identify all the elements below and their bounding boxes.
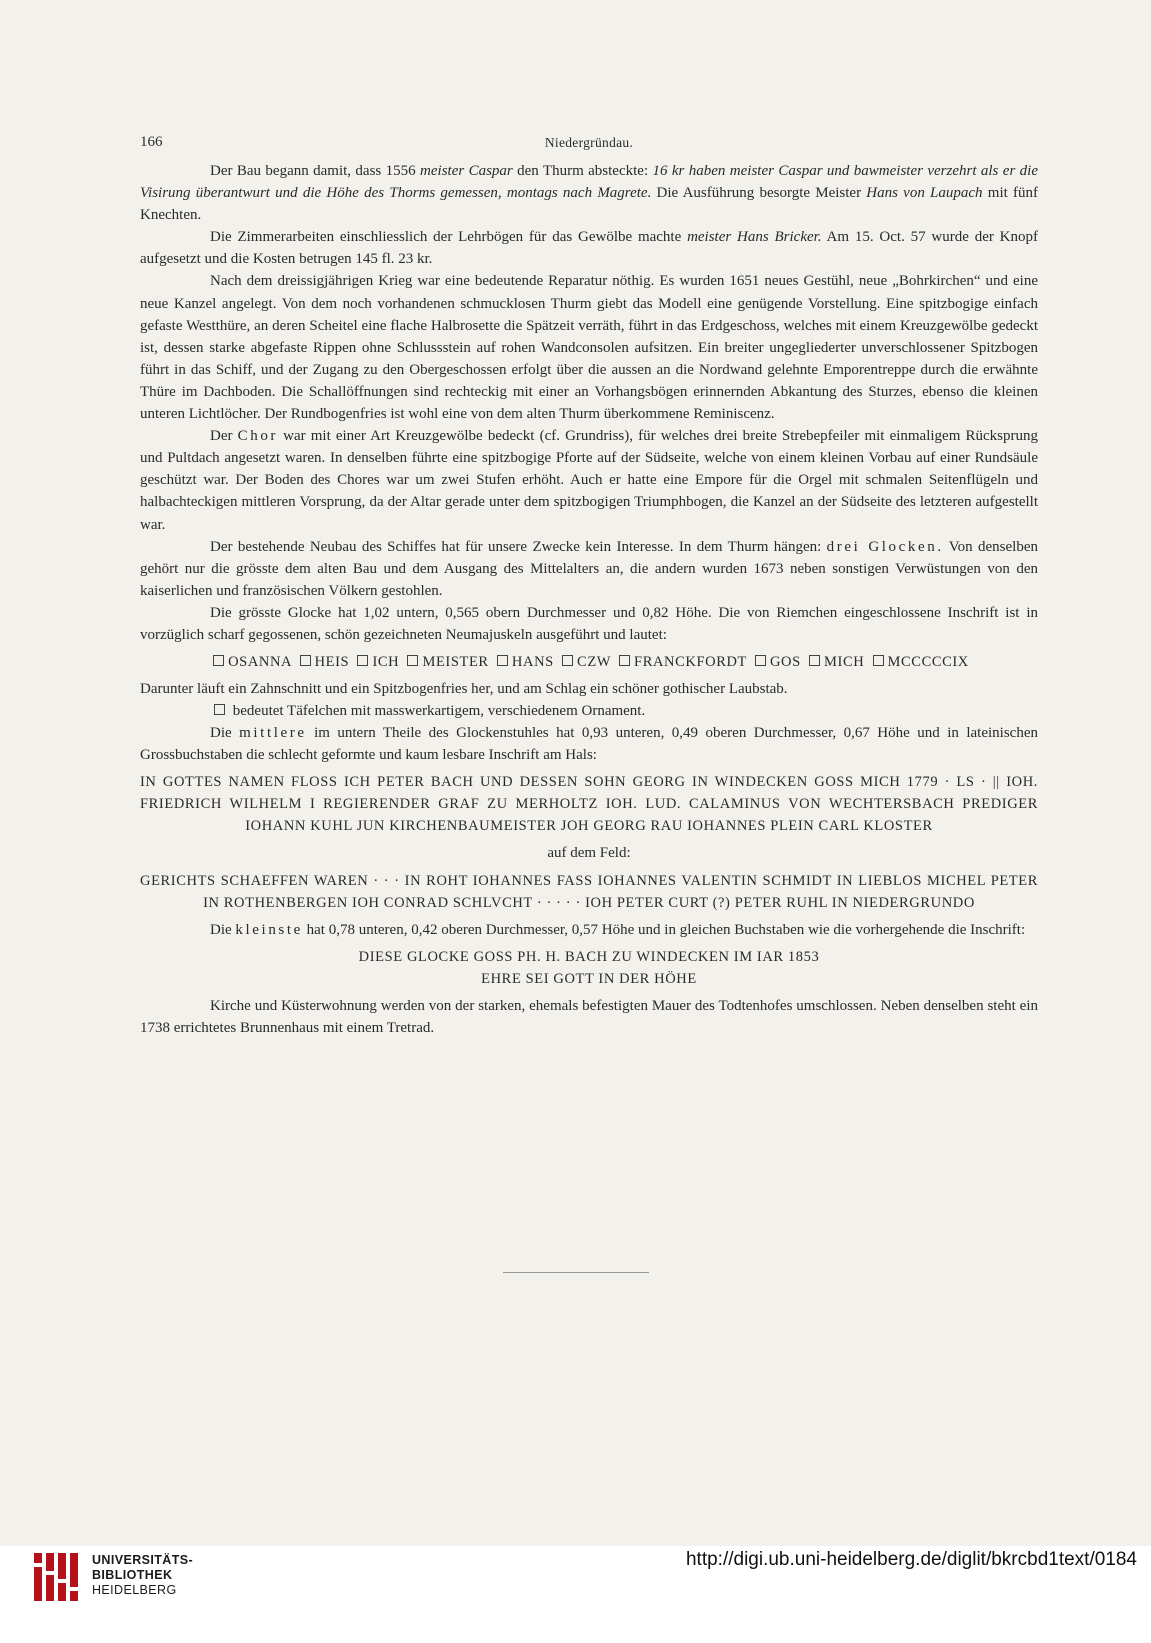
square-symbol-icon bbox=[873, 655, 884, 666]
inscription-word: MEISTER bbox=[422, 654, 489, 671]
paragraph: Die Zimmerarbeiten einschliesslich der Lehrbögen für das Gewölbe machte meister Hans Bricker. Am 15. Oct. 57 wurde der Knopf aufgesetzt und die Kosten betrugen 145 fl. 23 kr. bbox=[140, 229, 1039, 268]
logo-line: UNIVERSITÄTS- bbox=[92, 1553, 194, 1567]
inscription-field: GERICHTS SCHAEFFEN WAREN · · · IN ROHT IOHANNES FASS IOHANNES VALENTIN SCHMIDT IN LIEBLOS MICHEL PETER IN ROTHENBERGEN IOH CONRAD SCHLVCHT · · · · · IOH PETER CURT (?) PETER RUHL IN NIEDERGRUNDO bbox=[140, 872, 1038, 911]
logo-line: BIBLIOTHEK bbox=[92, 1568, 173, 1582]
square-symbol-icon bbox=[809, 655, 820, 666]
university-seal-icon bbox=[30, 1549, 82, 1605]
paragraph: Der Chor war mit einer Art Kreuzgewölbe bedeckt (cf. Grundriss), für welches drei breite Strebepfeiler mit einmaligem Rücksprung und Pultdach angesetzt waren. In denselben führte eine spitzbogige Pforte auf der Südseite, welche von einem kleinen Vorbau auf einer Rundsäule geschützt war. Der Boden des Chores war um zwei Stufen erhöht. Auch er hatte eine Empore für die Orgel mit schmalen Seitenflügeln und halbachteckigen mittleren Vorsprung, da der Altar gerade unter dem spitzbogigen Triumphbogen, die Kanzel an der Südseite des letzteren aufgestellt war. bbox=[140, 428, 1038, 533]
library-logo-text bbox=[92, 1553, 193, 1598]
inscription-word: GOS bbox=[769, 654, 801, 671]
end-rule bbox=[503, 1272, 649, 1273]
inscription-word: OSANNA bbox=[228, 654, 292, 671]
page-body bbox=[140, 160, 1038, 1039]
running-head: Niedergründau. bbox=[544, 135, 634, 150]
square-symbol-icon bbox=[407, 655, 418, 666]
square-symbol-icon bbox=[497, 655, 508, 666]
inscription-word: MCCCCCIX bbox=[887, 654, 969, 671]
paragraph: Die grösste Glocke hat 1,02 untern, 0,565 obern Durchmesser und 0,82 Höhe. Die von Riemchen eingeschlossene Inschrift ist in vorzüglich scharf gegossenen, schön gezeichneten Neumajuskeln ausgeführt und lautet: bbox=[140, 604, 1038, 643]
inscription-word: HANS bbox=[511, 654, 554, 671]
inscription-word: MICH bbox=[824, 654, 865, 671]
inscription-large-bell bbox=[140, 651, 1038, 673]
paragraph: bedeutet Täfelchen mit masswerkartigem, verschiedenem Ornament. bbox=[140, 700, 1038, 722]
inscription-line: EHRE SEI GOTT IN DER HÖHE bbox=[481, 970, 697, 987]
caption-auf-dem-feld: auf dem Feld: bbox=[547, 845, 631, 862]
inscription-line: DIESE GLOCKE GOSS PH. H. BACH ZU WINDECKEN IM IAR 1853 bbox=[358, 948, 820, 965]
square-symbol-icon bbox=[755, 655, 766, 666]
square-symbol-icon bbox=[300, 655, 311, 666]
source-url-link[interactable]: http://digi.ub.uni-heidelberg.de/diglit/bkrcbd1text/0184 bbox=[685, 1549, 1137, 1570]
paragraph: Die kleinste hat 0,78 unteren, 0,42 oberen Durchmesser, 0,57 Höhe und in gleichen Buchstaben wie die vorhergehende die Inschrift: bbox=[210, 921, 1026, 938]
paragraph: Darunter läuft ein Zahnschnitt und ein Spitzbogenfries her, und am Schlag ein schöner gothischer Laubstab. bbox=[140, 681, 788, 698]
square-symbol-icon bbox=[562, 655, 573, 666]
page-header bbox=[140, 134, 1038, 156]
paragraph: Nach dem dreissigjährigen Krieg war eine bedeutende Reparatur nöthig. Es wurden 1651 neues Gestühl, neue „Bohrkirchen“ und eine neue Kanzel angelegt. Von dem noch vorhandenen schmucklosen Thurm giebt das Modell eine genügende Vorstellung. Eine spitzbogige einfach gefaste Westthüre, an deren Scheitel eine flache Halbrosette die Spätzeit verräth, führt in das Erdgeschoss, welches mit einem Kreuzgewölbe gedeckt ist, dessen starke abgefaste Rippen ohne Schlussstein auf rohen Wandconsolen aufsitzen. Ein breiter ungegliederter unverschlossener Spitzbogen führt in das Schiff, und der Zugang zu den Obergeschossen erfolgt über die aussen an die Nordwand gelehnte Emporentreppe durch die erwähnte Thüre im Dachboden. Die Schallöffnungen sind rechteckig mit einer an Vorhangsbögen erinnernden Abkantung des Sturzes, ebenso die kleinen unteren Lichtlöcher. Der Rundbogenfries ist wohl eine von dem alten Thurm überkommene Reminiscenz. bbox=[140, 273, 1038, 423]
square-symbol-icon bbox=[357, 655, 368, 666]
square-symbol-icon bbox=[213, 655, 224, 666]
paragraph: Kirche und Küsterwohnung werden von der starken, ehemals befestigten Mauer des Todtenhofes umschlossen. Neben denselben steht ein 1738 errichtetes Brunnenhaus mit einem Tretrad. bbox=[140, 997, 1038, 1036]
inscription-middle-bell: IN GOTTES NAMEN FLOSS ICH PETER BACH UND DESSEN SOHN GEORG IN WINDECKEN GOSS MICH 1779 · LS · || IOH. FRIEDRICH WILHELM I REGIERENDER GRAF ZU MERHOLTZ IOH. LUD. CALAMINUS VON WECHTERSBACH PREDIGER IOHANN KUHL JUN KIRCHENBAUMEISTER JOH GEORG RAU IOHANNES PLEIN CARL KLOSTER bbox=[140, 774, 1038, 835]
inscription-small-bell bbox=[140, 946, 1038, 990]
inscription-word: CZW bbox=[577, 654, 611, 671]
inscription-word: HEIS bbox=[314, 654, 350, 671]
square-symbol-icon bbox=[619, 655, 630, 666]
page-number: 166 bbox=[140, 134, 163, 150]
paragraph: Der bestehende Neubau des Schiffes hat für unsere Zwecke kein Interesse. In dem Thurm hängen: drei Glocken. Von denselben gehört nur die grösste dem alten Bau und dem Ausgang des Mittelalters an, die andern wurden 1673 neben sonstigen Verwüstungen von den kaiserlichen und französischen Völkern gestohlen. bbox=[140, 538, 1039, 599]
paragraph: Der Bau begann damit, dass 1556 meister Caspar den Thurm absteckte: 16 kr haben meister Caspar und bawmeister verzehrt als er die Visirung überantwurt und die Höhe des Thorms gemessen, montags nach Magrete. Die Ausführung besorgte Meister Hans von Laupach mit fünf Knechten. bbox=[140, 163, 1038, 224]
inscription-word: ICH bbox=[372, 654, 400, 671]
logo-line: HEIDELBERG bbox=[92, 1583, 177, 1597]
square-symbol-icon bbox=[214, 704, 225, 715]
paragraph: Die mittlere im untern Theile des Glockenstuhles hat 0,93 unteren, 0,49 oberen Durchmesser, 0,67 Höhe und in lateinischen Grossbuchstaben die schlecht geformte und kaum lesbare Inschrift am Hals: bbox=[140, 725, 1038, 764]
inscription-word: FRANCKFORDT bbox=[634, 654, 747, 671]
